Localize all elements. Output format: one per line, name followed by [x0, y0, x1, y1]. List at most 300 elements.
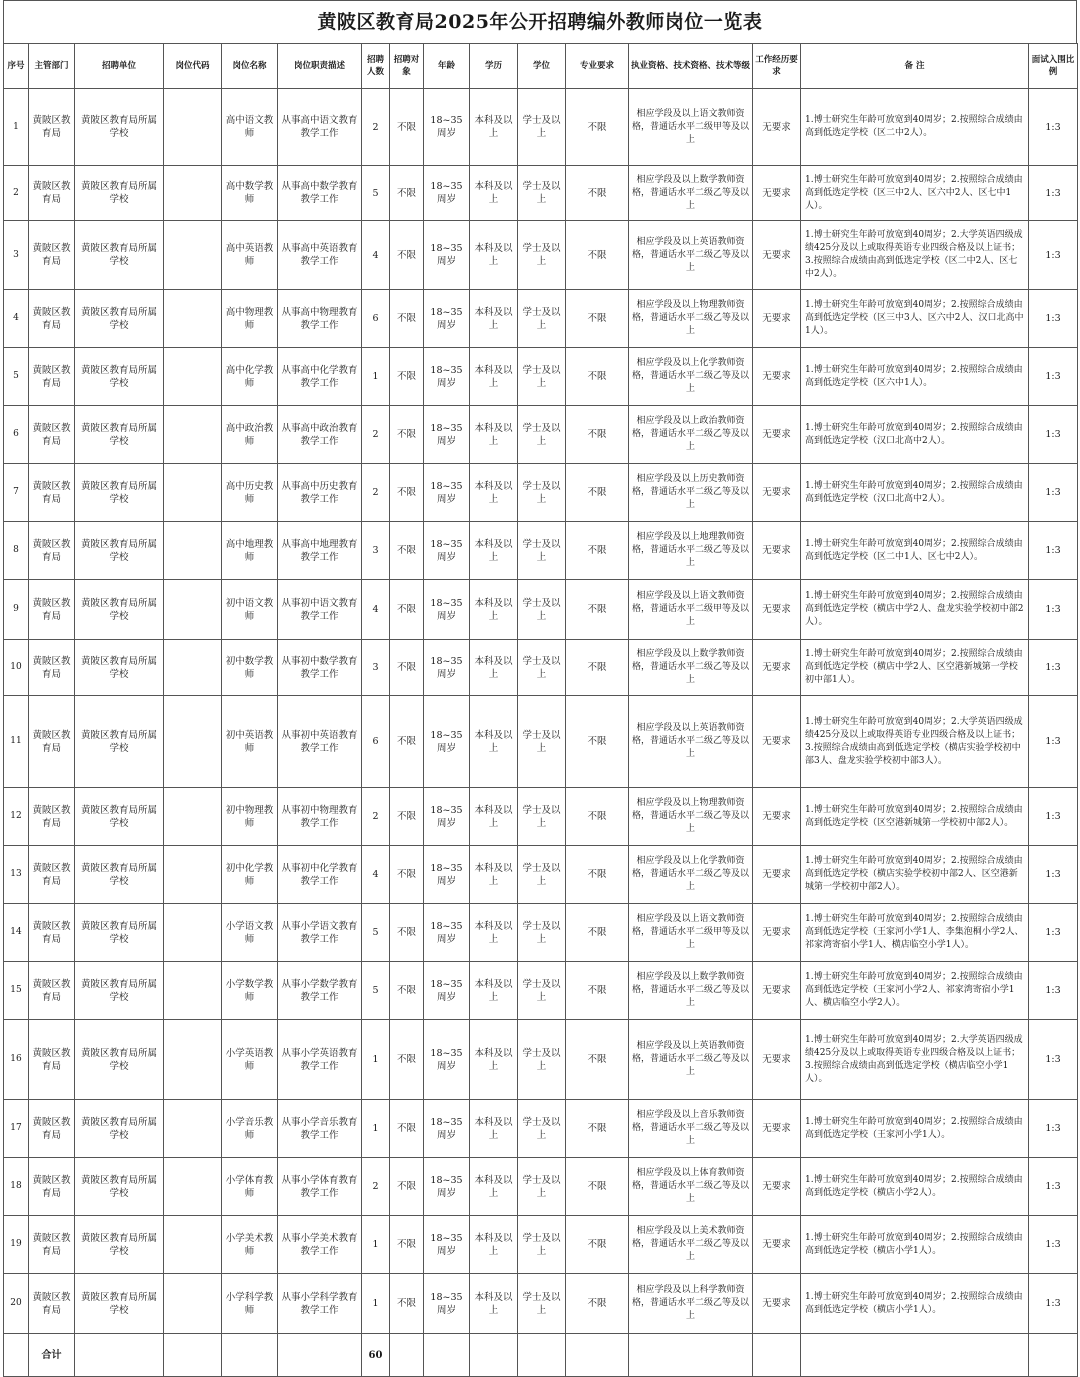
cell-degree: 学士及以上 — [518, 1274, 566, 1334]
cell-note: 1.博士研究生年龄可放宽到40周岁；2.按照综合成绩由高到低选定学校（区三中3人、区六中2人、汉口北高中1人）。 — [801, 290, 1029, 348]
cell-license: 相应学段及以上地理教师资格，普通话水平二级乙等及以上 — [629, 522, 753, 580]
cell-exp: 无要求 — [753, 221, 801, 290]
cell-unit: 黄陂区教育局所属学校 — [75, 846, 164, 904]
cell-num: 4 — [362, 846, 390, 904]
cell-post: 高中物理教师 — [222, 290, 278, 348]
cell-post: 小学体育教师 — [222, 1158, 278, 1216]
cell-target: 不限 — [390, 1100, 424, 1158]
cell-num: 3 — [362, 522, 390, 580]
cell-unit: 黄陂区教育局所属学校 — [75, 166, 164, 221]
cell-major: 不限 — [566, 290, 629, 348]
cell-post: 高中化学教师 — [222, 348, 278, 406]
cell-dept: 黄陂区教育局 — [29, 846, 75, 904]
cell-duty: 从事小学英语教育教学工作 — [278, 1020, 362, 1100]
cell-edu: 本科及以上 — [470, 166, 518, 221]
cell-major: 不限 — [566, 522, 629, 580]
cell-edu: 本科及以上 — [470, 290, 518, 348]
cell-note: 1.博士研究生年龄可放宽到40周岁；2.按照综合成绩由高到低选定学校（横店中学2人、盘龙实验学校初中部2人）。 — [801, 580, 1029, 640]
cell-degree: 学士及以上 — [518, 580, 566, 640]
cell-target: 不限 — [390, 580, 424, 640]
cell-exp: 无要求 — [753, 1274, 801, 1334]
cell-note: 1.博士研究生年龄可放宽到40周岁；2.按照综合成绩由高到低选定学校（汉口北高中2人）。 — [801, 406, 1029, 464]
cell-num: 1 — [362, 1216, 390, 1274]
cell-code — [164, 464, 222, 522]
cell-duty: 从事高中英语教育教学工作 — [278, 221, 362, 290]
cell-unit: 黄陂区教育局所属学校 — [75, 788, 164, 846]
cell-post: 初中数学教师 — [222, 640, 278, 696]
cell-post: 小学音乐教师 — [222, 1100, 278, 1158]
table-header-row — [4, 44, 1078, 89]
cell-target: 不限 — [390, 522, 424, 580]
cell-major: 不限 — [566, 406, 629, 464]
column-header: 岗位代码 — [164, 44, 222, 89]
cell-degree: 学士及以上 — [518, 788, 566, 846]
cell-code — [164, 846, 222, 904]
cell-num: 1 — [362, 348, 390, 406]
cell-target: 不限 — [390, 788, 424, 846]
cell-post: 初中英语教师 — [222, 696, 278, 788]
cell-duty: 从事高中数学教育教学工作 — [278, 166, 362, 221]
cell-edu: 本科及以上 — [470, 696, 518, 788]
cell-age: 18~35周岁 — [424, 221, 470, 290]
table-row — [4, 846, 1078, 904]
cell-major: 不限 — [566, 904, 629, 962]
empty-cell — [278, 1334, 362, 1377]
cell-note: 1.博士研究生年龄可放宽到40周岁；2.按照综合成绩由高到低选定学校（王家河小学1人、李集泡桐小学2人、祁家湾寄宿小学1人、横店临空小学1人）。 — [801, 904, 1029, 962]
cell-duty: 从事小学语文教育教学工作 — [278, 904, 362, 962]
cell-degree: 学士及以上 — [518, 696, 566, 788]
cell-code — [164, 348, 222, 406]
cell-degree: 学士及以上 — [518, 1100, 566, 1158]
cell-note: 1.博士研究生年龄可放宽到40周岁；2.按照综合成绩由高到低选定学校（王家河小学2人、祁家湾寄宿小学1人、横店临空小学2人）。 — [801, 962, 1029, 1020]
cell-target: 不限 — [390, 166, 424, 221]
empty-cell — [470, 1334, 518, 1377]
cell-target: 不限 — [390, 464, 424, 522]
cell-target: 不限 — [390, 904, 424, 962]
cell-target: 不限 — [390, 290, 424, 348]
cell-unit: 黄陂区教育局所属学校 — [75, 1158, 164, 1216]
cell-degree: 学士及以上 — [518, 406, 566, 464]
table-row — [4, 1274, 1078, 1334]
table-row — [4, 464, 1078, 522]
empty-cell — [1029, 1334, 1078, 1377]
cell-num: 1 — [362, 1100, 390, 1158]
cell-degree: 学士及以上 — [518, 522, 566, 580]
table-row — [4, 904, 1078, 962]
empty-cell — [566, 1334, 629, 1377]
table-row — [4, 522, 1078, 580]
cell-unit: 黄陂区教育局所属学校 — [75, 580, 164, 640]
cell-note: 1.博士研究生年龄可放宽到40周岁；2.按照综合成绩由高到低选定学校（王家河小学1人）。 — [801, 1100, 1029, 1158]
cell-note: 1.博士研究生年龄可放宽到40周岁；2.按照综合成绩由高到低选定学校（区二中1人、区七中2人）。 — [801, 522, 1029, 580]
cell-note: 1.博士研究生年龄可放宽到40周岁；2.按照综合成绩由高到低选定学校（横店小学2人）。 — [801, 1158, 1029, 1216]
cell-major: 不限 — [566, 696, 629, 788]
empty-cell — [801, 1334, 1029, 1377]
cell-dept: 黄陂区教育局 — [29, 348, 75, 406]
cell-num: 1 — [362, 1020, 390, 1100]
cell-major: 不限 — [566, 348, 629, 406]
cell-target: 不限 — [390, 89, 424, 166]
cell-age: 18~35周岁 — [424, 696, 470, 788]
table-row — [4, 580, 1078, 640]
cell-exp: 无要求 — [753, 846, 801, 904]
empty-cell — [4, 1334, 29, 1377]
cell-code — [164, 406, 222, 464]
cell-exp: 无要求 — [753, 640, 801, 696]
cell-major: 不限 — [566, 962, 629, 1020]
cell-unit: 黄陂区教育局所属学校 — [75, 640, 164, 696]
cell-age: 18~35周岁 — [424, 89, 470, 166]
cell-major: 不限 — [566, 464, 629, 522]
cell-exp: 无要求 — [753, 348, 801, 406]
cell-major: 不限 — [566, 846, 629, 904]
cell-edu: 本科及以上 — [470, 788, 518, 846]
cell-exp: 无要求 — [753, 1100, 801, 1158]
cell-age: 18~35周岁 — [424, 580, 470, 640]
cell-code — [164, 904, 222, 962]
cell-duty: 从事初中语文教育教学工作 — [278, 580, 362, 640]
cell-unit: 黄陂区教育局所属学校 — [75, 406, 164, 464]
cell-unit: 黄陂区教育局所属学校 — [75, 464, 164, 522]
cell-post: 小学英语教师 — [222, 1020, 278, 1100]
cell-degree: 学士及以上 — [518, 1216, 566, 1274]
cell-code — [164, 1100, 222, 1158]
cell-dept: 黄陂区教育局 — [29, 904, 75, 962]
cell-major: 不限 — [566, 221, 629, 290]
cell-seq: 19 — [4, 1216, 29, 1274]
cell-unit: 黄陂区教育局所属学校 — [75, 1020, 164, 1100]
cell-post: 高中英语教师 — [222, 221, 278, 290]
cell-license: 相应学段及以上英语教师资格，普通话水平二级乙等及以上 — [629, 696, 753, 788]
cell-duty: 从事高中语文教育教学工作 — [278, 89, 362, 166]
cell-note: 1.博士研究生年龄可放宽到40周岁；2.大学英语四级成绩425分及以上或取得英语专业四级合格及以上证书；3.按照综合成绩由高到低选定学校（横店临空小学1人）。 — [801, 1020, 1029, 1100]
cell-target: 不限 — [390, 1274, 424, 1334]
cell-dept: 黄陂区教育局 — [29, 1274, 75, 1334]
cell-ratio: 1:3 — [1029, 522, 1078, 580]
cell-note: 1.博士研究生年龄可放宽到40周岁；2.按照综合成绩由高到低选定学校（横店实验学校初中部2人、区空港新城第一学校初中部2人）。 — [801, 846, 1029, 904]
cell-note: 1.博士研究生年龄可放宽到40周岁；2.按照综合成绩由高到低选定学校（区空港新城第一学校初中部2人）。 — [801, 788, 1029, 846]
cell-exp: 无要求 — [753, 1020, 801, 1100]
cell-license: 相应学段及以上化学教师资格，普通话水平二级乙等及以上 — [629, 348, 753, 406]
cell-target: 不限 — [390, 1216, 424, 1274]
cell-duty: 从事高中物理教育教学工作 — [278, 290, 362, 348]
total-count: 60 — [362, 1334, 390, 1377]
cell-seq: 13 — [4, 846, 29, 904]
cell-ratio: 1:3 — [1029, 696, 1078, 788]
cell-ratio: 1:3 — [1029, 464, 1078, 522]
cell-degree: 学士及以上 — [518, 904, 566, 962]
cell-unit: 黄陂区教育局所属学校 — [75, 1216, 164, 1274]
cell-duty: 从事初中数学教育教学工作 — [278, 640, 362, 696]
cell-seq: 1 — [4, 89, 29, 166]
cell-degree: 学士及以上 — [518, 290, 566, 348]
table-row — [4, 290, 1078, 348]
cell-dept: 黄陂区教育局 — [29, 1100, 75, 1158]
cell-note: 1.博士研究生年龄可放宽到40周岁；2.大学英语四级成绩425分及以上或取得英语专业四级合格及以上证书；3.按照综合成绩由高到低选定学校（区二中2人、区七中2人）。 — [801, 221, 1029, 290]
total-label: 合计 — [29, 1334, 75, 1377]
cell-note: 1.博士研究生年龄可放宽到40周岁；2.按照综合成绩由高到低选定学校（横店小学1人）。 — [801, 1274, 1029, 1334]
cell-duty: 从事小学美术教育教学工作 — [278, 1216, 362, 1274]
cell-unit: 黄陂区教育局所属学校 — [75, 348, 164, 406]
cell-duty: 从事高中地理教育教学工作 — [278, 522, 362, 580]
cell-unit: 黄陂区教育局所属学校 — [75, 522, 164, 580]
cell-code — [164, 89, 222, 166]
cell-code — [164, 1158, 222, 1216]
cell-edu: 本科及以上 — [470, 464, 518, 522]
cell-post: 小学语文教师 — [222, 904, 278, 962]
column-header: 年龄 — [424, 44, 470, 89]
cell-seq: 6 — [4, 406, 29, 464]
cell-exp: 无要求 — [753, 788, 801, 846]
cell-note: 1.博士研究生年龄可放宽到40周岁；2.大学英语四级成绩425分及以上或取得英语专业四级合格及以上证书；3.按照综合成绩由高到低选定学校（横店实验学校初中部3人、盘龙实验学校初中部3人）。 — [801, 696, 1029, 788]
cell-num: 3 — [362, 640, 390, 696]
cell-unit: 黄陂区教育局所属学校 — [75, 1100, 164, 1158]
cell-edu: 本科及以上 — [470, 904, 518, 962]
cell-ratio: 1:3 — [1029, 406, 1078, 464]
column-header: 学位 — [518, 44, 566, 89]
cell-edu: 本科及以上 — [470, 846, 518, 904]
cell-degree: 学士及以上 — [518, 464, 566, 522]
cell-edu: 本科及以上 — [470, 1158, 518, 1216]
cell-dept: 黄陂区教育局 — [29, 290, 75, 348]
cell-dept: 黄陂区教育局 — [29, 580, 75, 640]
cell-dept: 黄陂区教育局 — [29, 640, 75, 696]
cell-license: 相应学段及以上英语教师资格，普通话水平二级乙等及以上 — [629, 1020, 753, 1100]
cell-duty: 从事小学体育教育教学工作 — [278, 1158, 362, 1216]
cell-ratio: 1:3 — [1029, 580, 1078, 640]
column-header: 备 注 — [801, 44, 1029, 89]
cell-duty: 从事高中历史教育教学工作 — [278, 464, 362, 522]
cell-major: 不限 — [566, 1020, 629, 1100]
cell-duty: 从事小学数学教育教学工作 — [278, 962, 362, 1020]
cell-code — [164, 788, 222, 846]
empty-cell — [390, 1334, 424, 1377]
cell-degree: 学士及以上 — [518, 962, 566, 1020]
cell-num: 5 — [362, 962, 390, 1020]
cell-major: 不限 — [566, 580, 629, 640]
cell-ratio: 1:3 — [1029, 348, 1078, 406]
cell-seq: 2 — [4, 166, 29, 221]
cell-edu: 本科及以上 — [470, 221, 518, 290]
cell-seq: 16 — [4, 1020, 29, 1100]
cell-age: 18~35周岁 — [424, 464, 470, 522]
cell-exp: 无要求 — [753, 580, 801, 640]
cell-ratio: 1:3 — [1029, 846, 1078, 904]
table-row — [4, 640, 1078, 696]
cell-unit: 黄陂区教育局所属学校 — [75, 696, 164, 788]
cell-num: 2 — [362, 406, 390, 464]
cell-seq: 10 — [4, 640, 29, 696]
cell-age: 18~35周岁 — [424, 1158, 470, 1216]
cell-seq: 5 — [4, 348, 29, 406]
cell-code — [164, 1216, 222, 1274]
table-row — [4, 1100, 1078, 1158]
cell-ratio: 1:3 — [1029, 89, 1078, 166]
cell-dept: 黄陂区教育局 — [29, 1020, 75, 1100]
cell-license: 相应学段及以上体育教师资格，普通话水平二级乙等及以上 — [629, 1158, 753, 1216]
cell-exp: 无要求 — [753, 464, 801, 522]
cell-dept: 黄陂区教育局 — [29, 962, 75, 1020]
cell-degree: 学士及以上 — [518, 1020, 566, 1100]
cell-age: 18~35周岁 — [424, 1216, 470, 1274]
cell-num: 6 — [362, 696, 390, 788]
cell-code — [164, 696, 222, 788]
cell-num: 2 — [362, 464, 390, 522]
cell-target: 不限 — [390, 1020, 424, 1100]
cell-license: 相应学段及以上历史教师资格，普通话水平二级乙等及以上 — [629, 464, 753, 522]
column-header: 序号 — [4, 44, 29, 89]
cell-target: 不限 — [390, 846, 424, 904]
table-row — [4, 406, 1078, 464]
cell-degree: 学士及以上 — [518, 640, 566, 696]
cell-post: 初中语文教师 — [222, 580, 278, 640]
cell-dept: 黄陂区教育局 — [29, 89, 75, 166]
column-header: 执业资格、技术资格、技术等级 — [629, 44, 753, 89]
cell-seq: 7 — [4, 464, 29, 522]
cell-exp: 无要求 — [753, 89, 801, 166]
cell-num: 2 — [362, 89, 390, 166]
cell-dept: 黄陂区教育局 — [29, 221, 75, 290]
cell-post: 小学美术教师 — [222, 1216, 278, 1274]
cell-post: 高中政治教师 — [222, 406, 278, 464]
cell-exp: 无要求 — [753, 406, 801, 464]
cell-post: 初中化学教师 — [222, 846, 278, 904]
cell-age: 18~35周岁 — [424, 1274, 470, 1334]
cell-license: 相应学段及以上语文教师资格，普通话水平二级甲等及以上 — [629, 89, 753, 166]
cell-duty: 从事高中政治教育教学工作 — [278, 406, 362, 464]
cell-age: 18~35周岁 — [424, 640, 470, 696]
cell-major: 不限 — [566, 1100, 629, 1158]
cell-edu: 本科及以上 — [470, 406, 518, 464]
cell-ratio: 1:3 — [1029, 1100, 1078, 1158]
column-header: 学历 — [470, 44, 518, 89]
cell-license: 相应学段及以上数学教师资格，普通话水平二级乙等及以上 — [629, 166, 753, 221]
cell-seq: 8 — [4, 522, 29, 580]
cell-age: 18~35周岁 — [424, 846, 470, 904]
cell-age: 18~35周岁 — [424, 290, 470, 348]
cell-license: 相应学段及以上物理教师资格，普通话水平二级乙等及以上 — [629, 290, 753, 348]
total-row — [4, 1334, 1078, 1377]
cell-ratio: 1:3 — [1029, 1020, 1078, 1100]
cell-seq: 18 — [4, 1158, 29, 1216]
cell-code — [164, 1274, 222, 1334]
cell-edu: 本科及以上 — [470, 640, 518, 696]
table-row — [4, 788, 1078, 846]
cell-degree: 学士及以上 — [518, 221, 566, 290]
cell-ratio: 1:3 — [1029, 962, 1078, 1020]
cell-note: 1.博士研究生年龄可放宽到40周岁；2.按照综合成绩由高到低选定学校（区六中1人）。 — [801, 348, 1029, 406]
cell-age: 18~35周岁 — [424, 1020, 470, 1100]
cell-target: 不限 — [390, 221, 424, 290]
cell-unit: 黄陂区教育局所属学校 — [75, 962, 164, 1020]
cell-code — [164, 962, 222, 1020]
column-header: 专业要求 — [566, 44, 629, 89]
cell-dept: 黄陂区教育局 — [29, 788, 75, 846]
table-row — [4, 962, 1078, 1020]
table-row — [4, 696, 1078, 788]
cell-edu: 本科及以上 — [470, 348, 518, 406]
cell-seq: 9 — [4, 580, 29, 640]
cell-ratio: 1:3 — [1029, 1216, 1078, 1274]
cell-code — [164, 1020, 222, 1100]
cell-dept: 黄陂区教育局 — [29, 464, 75, 522]
cell-post: 高中历史教师 — [222, 464, 278, 522]
empty-cell — [629, 1334, 753, 1377]
cell-ratio: 1:3 — [1029, 1158, 1078, 1216]
cell-exp: 无要求 — [753, 166, 801, 221]
cell-seq: 20 — [4, 1274, 29, 1334]
cell-major: 不限 — [566, 166, 629, 221]
cell-degree: 学士及以上 — [518, 846, 566, 904]
cell-license: 相应学段及以上语文教师资格，普通话水平二级甲等及以上 — [629, 580, 753, 640]
cell-edu: 本科及以上 — [470, 89, 518, 166]
cell-dept: 黄陂区教育局 — [29, 522, 75, 580]
cell-edu: 本科及以上 — [470, 1216, 518, 1274]
cell-duty: 从事高中化学教育教学工作 — [278, 348, 362, 406]
cell-edu: 本科及以上 — [470, 1020, 518, 1100]
cell-post: 小学数学教师 — [222, 962, 278, 1020]
cell-major: 不限 — [566, 1274, 629, 1334]
cell-degree: 学士及以上 — [518, 166, 566, 221]
positions-table — [3, 43, 1078, 1377]
cell-ratio: 1:3 — [1029, 290, 1078, 348]
cell-dept: 黄陂区教育局 — [29, 1216, 75, 1274]
cell-post: 小学科学教师 — [222, 1274, 278, 1334]
cell-age: 18~35周岁 — [424, 406, 470, 464]
cell-num: 5 — [362, 904, 390, 962]
cell-code — [164, 522, 222, 580]
cell-num: 5 — [362, 166, 390, 221]
cell-license: 相应学段及以上政治教师资格，普通话水平二级乙等及以上 — [629, 406, 753, 464]
cell-duty: 从事小学音乐教育教学工作 — [278, 1100, 362, 1158]
cell-unit: 黄陂区教育局所属学校 — [75, 904, 164, 962]
cell-age: 18~35周岁 — [424, 348, 470, 406]
column-header: 岗位名称 — [222, 44, 278, 89]
cell-code — [164, 580, 222, 640]
cell-license: 相应学段及以上音乐教师资格，普通话水平二级乙等及以上 — [629, 1100, 753, 1158]
cell-seq: 17 — [4, 1100, 29, 1158]
table-row — [4, 348, 1078, 406]
cell-note: 1.博士研究生年龄可放宽到40周岁；2.按照综合成绩由高到低选定学校（汉口北高中2人）。 — [801, 464, 1029, 522]
cell-dept: 黄陂区教育局 — [29, 406, 75, 464]
cell-major: 不限 — [566, 788, 629, 846]
cell-num: 2 — [362, 788, 390, 846]
cell-dept: 黄陂区教育局 — [29, 166, 75, 221]
cell-unit: 黄陂区教育局所属学校 — [75, 290, 164, 348]
cell-seq: 12 — [4, 788, 29, 846]
table-row — [4, 1216, 1078, 1274]
cell-ratio: 1:3 — [1029, 1274, 1078, 1334]
cell-license: 相应学段及以上英语教师资格，普通话水平二级乙等及以上 — [629, 221, 753, 290]
cell-post: 高中语文教师 — [222, 89, 278, 166]
cell-exp: 无要求 — [753, 1216, 801, 1274]
cell-ratio: 1:3 — [1029, 221, 1078, 290]
cell-note: 1.博士研究生年龄可放宽到40周岁；2.按照综合成绩由高到低选定学校（区三中2人、区六中2人、区七中1人）。 — [801, 166, 1029, 221]
empty-cell — [518, 1334, 566, 1377]
cell-target: 不限 — [390, 962, 424, 1020]
cell-exp: 无要求 — [753, 696, 801, 788]
cell-num: 6 — [362, 290, 390, 348]
cell-age: 18~35周岁 — [424, 904, 470, 962]
cell-note: 1.博士研究生年龄可放宽到40周岁；2.按照综合成绩由高到低选定学校（横店小学1人）。 — [801, 1216, 1029, 1274]
empty-cell — [424, 1334, 470, 1377]
cell-target: 不限 — [390, 640, 424, 696]
cell-edu: 本科及以上 — [470, 1100, 518, 1158]
cell-license: 相应学段及以上数学教师资格，普通话水平二级乙等及以上 — [629, 640, 753, 696]
cell-code — [164, 166, 222, 221]
cell-seq: 15 — [4, 962, 29, 1020]
cell-license: 相应学段及以上物理教师资格，普通话水平二级乙等及以上 — [629, 788, 753, 846]
